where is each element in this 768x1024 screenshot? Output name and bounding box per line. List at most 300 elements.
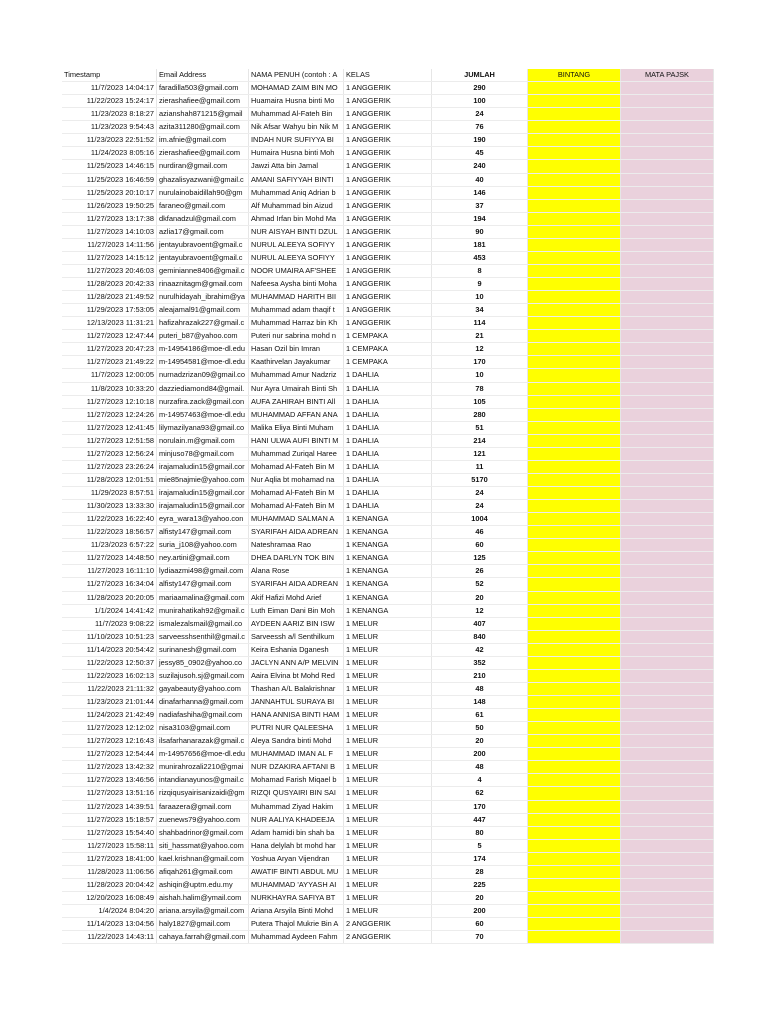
cell-class[interactable]: 1 MELUR <box>344 852 432 865</box>
cell-name[interactable]: MUHAMMAD AFFAN ANA <box>249 408 344 421</box>
cell-email[interactable]: hafizahrazak227@gmail.c <box>157 317 249 330</box>
cell-name[interactable]: Nur Ayra Umairah Binti Sh <box>249 382 344 395</box>
cell-name[interactable]: Keira Eshania Dganesh <box>249 643 344 656</box>
cell-timestamp[interactable]: 11/27/2023 15:54:40 <box>62 826 157 839</box>
cell-total[interactable]: 148 <box>432 696 528 709</box>
cell-total[interactable]: 20 <box>432 891 528 904</box>
cell-name[interactable]: Ariana Arsyila Binti Mohd <box>249 905 344 918</box>
cell-name[interactable]: Kaathirvelan Jayakumar <box>249 356 344 369</box>
cell-mata-pajsk[interactable] <box>621 800 714 813</box>
cell-mata-pajsk[interactable] <box>621 656 714 669</box>
cell-email[interactable]: mie85najmie@yahoo.com <box>157 473 249 486</box>
cell-mata-pajsk[interactable] <box>621 108 714 121</box>
cell-bintang[interactable] <box>528 160 621 173</box>
cell-class[interactable]: 1 MELUR <box>344 630 432 643</box>
cell-bintang[interactable] <box>528 826 621 839</box>
cell-mata-pajsk[interactable] <box>621 147 714 160</box>
cell-name[interactable]: NURKHAYRA SAFIYA BT <box>249 891 344 904</box>
cell-timestamp[interactable]: 11/27/2023 12:56:24 <box>62 447 157 460</box>
cell-bintang[interactable] <box>528 134 621 147</box>
cell-bintang[interactable] <box>528 774 621 787</box>
cell-class[interactable]: 1 CEMPAKA <box>344 356 432 369</box>
cell-mata-pajsk[interactable] <box>621 473 714 486</box>
cell-email[interactable]: nadiafashiha@gmail.com <box>157 709 249 722</box>
cell-class[interactable]: 1 MELUR <box>344 709 432 722</box>
cell-email[interactable]: puteri_b87@yahoo.com <box>157 330 249 343</box>
cell-name[interactable]: MUHAMMAD SALMAN A <box>249 513 344 526</box>
cell-mata-pajsk[interactable] <box>621 121 714 134</box>
cell-bintang[interactable] <box>528 669 621 682</box>
cell-name[interactable]: Adam hamidi bin shah ba <box>249 826 344 839</box>
cell-class[interactable]: 1 MELUR <box>344 682 432 695</box>
cell-mata-pajsk[interactable] <box>621 278 714 291</box>
cell-timestamp[interactable]: 11/7/2023 14:04:17 <box>62 82 157 95</box>
cell-mata-pajsk[interactable] <box>621 865 714 878</box>
header-mata-pajsk[interactable]: MATA PAJSK <box>621 69 714 82</box>
cell-mata-pajsk[interactable] <box>621 369 714 382</box>
cell-total[interactable]: 48 <box>432 761 528 774</box>
cell-total[interactable]: 114 <box>432 317 528 330</box>
cell-timestamp[interactable]: 11/28/2023 21:49:52 <box>62 291 157 304</box>
cell-bintang[interactable] <box>528 761 621 774</box>
cell-timestamp[interactable]: 11/27/2023 18:41:00 <box>62 852 157 865</box>
cell-mata-pajsk[interactable] <box>621 565 714 578</box>
cell-email[interactable]: gayabeauty@yahoo.com <box>157 682 249 695</box>
cell-name[interactable]: Alf Muhammad bin Aizud <box>249 199 344 212</box>
cell-email[interactable]: zierashafiee@gmail.com <box>157 147 249 160</box>
cell-timestamp[interactable]: 11/23/2023 9:54:43 <box>62 121 157 134</box>
cell-bintang[interactable] <box>528 630 621 643</box>
cell-email[interactable]: ney.artini@gmail.com <box>157 552 249 565</box>
cell-email[interactable]: lilymazilyana93@gmail.co <box>157 421 249 434</box>
cell-email[interactable]: eyra_wara13@yahoo.con <box>157 513 249 526</box>
cell-mata-pajsk[interactable] <box>621 382 714 395</box>
cell-bintang[interactable] <box>528 852 621 865</box>
cell-class[interactable]: 1 DAHLIA <box>344 473 432 486</box>
header-email[interactable]: Email Address <box>157 69 249 82</box>
cell-name[interactable]: RIZQI QUSYAIRI BIN SAI <box>249 787 344 800</box>
cell-total[interactable]: 50 <box>432 722 528 735</box>
header-total[interactable]: JUMLAH <box>432 69 528 82</box>
cell-mata-pajsk[interactable] <box>621 696 714 709</box>
cell-mata-pajsk[interactable] <box>621 539 714 552</box>
cell-email[interactable]: m-14954581@moe-dl.edu <box>157 356 249 369</box>
cell-class[interactable]: 1 MELUR <box>344 787 432 800</box>
cell-email[interactable]: zierashafiee@gmail.com <box>157 95 249 108</box>
cell-class[interactable]: 1 DAHLIA <box>344 421 432 434</box>
cell-class[interactable]: 1 DAHLIA <box>344 487 432 500</box>
cell-total[interactable]: 280 <box>432 408 528 421</box>
cell-mata-pajsk[interactable] <box>621 460 714 473</box>
cell-timestamp[interactable]: 11/30/2023 13:33:30 <box>62 500 157 513</box>
cell-bintang[interactable] <box>528 460 621 473</box>
cell-name[interactable]: Sarveessh a/l Senthilkum <box>249 630 344 643</box>
cell-bintang[interactable] <box>528 604 621 617</box>
cell-email[interactable]: m-14954186@moe-dl.edu <box>157 343 249 356</box>
cell-mata-pajsk[interactable] <box>621 682 714 695</box>
cell-total[interactable]: 24 <box>432 500 528 513</box>
cell-email[interactable]: surinanesh@gmail.com <box>157 643 249 656</box>
cell-total[interactable]: 352 <box>432 656 528 669</box>
cell-timestamp[interactable]: 11/27/2023 12:24:26 <box>62 408 157 421</box>
cell-bintang[interactable] <box>528 787 621 800</box>
cell-timestamp[interactable]: 11/27/2023 12:41:45 <box>62 421 157 434</box>
cell-total[interactable]: 90 <box>432 225 528 238</box>
cell-email[interactable]: dinafarhanna@gmail.com <box>157 696 249 709</box>
cell-mata-pajsk[interactable] <box>621 264 714 277</box>
cell-mata-pajsk[interactable] <box>621 630 714 643</box>
cell-mata-pajsk[interactable] <box>621 304 714 317</box>
cell-class[interactable]: 1 ANGGERIK <box>344 134 432 147</box>
cell-mata-pajsk[interactable] <box>621 787 714 800</box>
cell-email[interactable]: zuenews79@yahoo.com <box>157 813 249 826</box>
cell-email[interactable]: irajamaludin15@gmail.cor <box>157 460 249 473</box>
cell-email[interactable]: nisa3103@gmail.com <box>157 722 249 735</box>
cell-mata-pajsk[interactable] <box>621 487 714 500</box>
cell-class[interactable]: 1 KENANGA <box>344 526 432 539</box>
cell-timestamp[interactable]: 11/27/2023 14:15:12 <box>62 251 157 264</box>
cell-name[interactable]: Mohamad Farish Miqael b <box>249 774 344 787</box>
cell-timestamp[interactable]: 11/23/2023 6:57:22 <box>62 539 157 552</box>
cell-timestamp[interactable]: 11/22/2023 12:50:37 <box>62 656 157 669</box>
cell-total[interactable]: 60 <box>432 539 528 552</box>
cell-name[interactable]: AUFA ZAHIRAH BINTI All <box>249 395 344 408</box>
cell-mata-pajsk[interactable] <box>621 852 714 865</box>
cell-class[interactable]: 1 MELUR <box>344 722 432 735</box>
cell-bintang[interactable] <box>528 447 621 460</box>
cell-class[interactable]: 1 DAHLIA <box>344 408 432 421</box>
cell-timestamp[interactable]: 11/7/2023 9:08:22 <box>62 617 157 630</box>
cell-total[interactable]: 146 <box>432 186 528 199</box>
cell-bintang[interactable] <box>528 591 621 604</box>
cell-bintang[interactable] <box>528 408 621 421</box>
cell-mata-pajsk[interactable] <box>621 317 714 330</box>
cell-email[interactable]: faradilla503@gmail.com <box>157 82 249 95</box>
cell-timestamp[interactable]: 11/27/2023 21:49:22 <box>62 356 157 369</box>
cell-mata-pajsk[interactable] <box>621 447 714 460</box>
cell-total[interactable]: 447 <box>432 813 528 826</box>
cell-class[interactable]: 1 ANGGERIK <box>344 173 432 186</box>
cell-mata-pajsk[interactable] <box>621 291 714 304</box>
cell-bintang[interactable] <box>528 526 621 539</box>
cell-class[interactable]: 1 DAHLIA <box>344 500 432 513</box>
cell-total[interactable]: 11 <box>432 460 528 473</box>
cell-total[interactable]: 10 <box>432 291 528 304</box>
cell-class[interactable]: 1 ANGGERIK <box>344 186 432 199</box>
cell-name[interactable]: Muhammad Aniq Adrian b <box>249 186 344 199</box>
cell-class[interactable]: 1 KENANGA <box>344 513 432 526</box>
cell-bintang[interactable] <box>528 147 621 160</box>
cell-bintang[interactable] <box>528 395 621 408</box>
cell-total[interactable]: 10 <box>432 369 528 382</box>
cell-mata-pajsk[interactable] <box>621 500 714 513</box>
cell-name[interactable]: Muhammad adam thaqif t <box>249 304 344 317</box>
cell-total[interactable]: 200 <box>432 905 528 918</box>
cell-total[interactable]: 76 <box>432 121 528 134</box>
cell-class[interactable]: 1 ANGGERIK <box>344 82 432 95</box>
cell-class[interactable]: 1 ANGGERIK <box>344 225 432 238</box>
cell-timestamp[interactable]: 11/27/2023 13:51:16 <box>62 787 157 800</box>
cell-email[interactable]: alfisty147@gmail.com <box>157 578 249 591</box>
cell-email[interactable]: aishah.halim@ymail.com <box>157 891 249 904</box>
cell-timestamp[interactable]: 11/27/2023 20:47:23 <box>62 343 157 356</box>
cell-total[interactable]: 225 <box>432 878 528 891</box>
cell-total[interactable]: 51 <box>432 421 528 434</box>
cell-total[interactable]: 121 <box>432 447 528 460</box>
cell-mata-pajsk[interactable] <box>621 238 714 251</box>
cell-timestamp[interactable]: 1/1/2024 14:41:42 <box>62 604 157 617</box>
cell-timestamp[interactable]: 11/22/2023 15:24:17 <box>62 95 157 108</box>
cell-class[interactable]: 1 MELUR <box>344 617 432 630</box>
cell-name[interactable]: Nafeesa Aysha binti Moha <box>249 278 344 291</box>
cell-total[interactable]: 40 <box>432 173 528 186</box>
cell-class[interactable]: 1 MELUR <box>344 839 432 852</box>
cell-timestamp[interactable]: 11/27/2023 14:11:56 <box>62 238 157 251</box>
cell-bintang[interactable] <box>528 304 621 317</box>
cell-class[interactable]: 1 MELUR <box>344 774 432 787</box>
cell-name[interactable]: Nateshramaa Rao <box>249 539 344 552</box>
cell-name[interactable]: HANA ANNISA BINTI HAM <box>249 709 344 722</box>
cell-timestamp[interactable]: 11/28/2023 20:20:05 <box>62 591 157 604</box>
cell-mata-pajsk[interactable] <box>621 82 714 95</box>
cell-timestamp[interactable]: 11/14/2023 13:04:56 <box>62 918 157 931</box>
cell-timestamp[interactable]: 11/25/2023 16:46:59 <box>62 173 157 186</box>
cell-name[interactable]: Mohamad Al-Fateh Bin M <box>249 487 344 500</box>
cell-class[interactable]: 1 ANGGERIK <box>344 212 432 225</box>
cell-email[interactable]: faraazera@gmail.com <box>157 800 249 813</box>
cell-mata-pajsk[interactable] <box>621 186 714 199</box>
cell-name[interactable]: Yoshua Aryan Vijendran <box>249 852 344 865</box>
cell-email[interactable]: dazziediamond84@gmail. <box>157 382 249 395</box>
cell-bintang[interactable] <box>528 317 621 330</box>
cell-mata-pajsk[interactable] <box>621 395 714 408</box>
cell-class[interactable]: 1 MELUR <box>344 813 432 826</box>
cell-mata-pajsk[interactable] <box>621 408 714 421</box>
cell-timestamp[interactable]: 12/13/2023 11:31:21 <box>62 317 157 330</box>
cell-class[interactable]: 1 MELUR <box>344 905 432 918</box>
cell-bintang[interactable] <box>528 735 621 748</box>
cell-timestamp[interactable]: 11/29/2023 17:53:05 <box>62 304 157 317</box>
cell-class[interactable]: 1 CEMPAKA <box>344 330 432 343</box>
cell-bintang[interactable] <box>528 186 621 199</box>
cell-total[interactable]: 5 <box>432 839 528 852</box>
cell-class[interactable]: 1 CEMPAKA <box>344 343 432 356</box>
cell-name[interactable]: AMANI SAFIYYAH BINTI <box>249 173 344 186</box>
cell-mata-pajsk[interactable] <box>621 891 714 904</box>
cell-timestamp[interactable]: 11/25/2023 20:10:17 <box>62 186 157 199</box>
cell-bintang[interactable] <box>528 565 621 578</box>
cell-email[interactable]: ismalezalsmail@gmail.co <box>157 617 249 630</box>
cell-email[interactable]: suzilajusoh.sj@gmail.com <box>157 669 249 682</box>
cell-timestamp[interactable]: 11/24/2023 8:05:16 <box>62 147 157 160</box>
cell-bintang[interactable] <box>528 839 621 852</box>
cell-email[interactable]: suria_j108@yahoo.com <box>157 539 249 552</box>
cell-mata-pajsk[interactable] <box>621 421 714 434</box>
cell-email[interactable]: afiqah261@gmail.com <box>157 865 249 878</box>
cell-class[interactable]: 1 ANGGERIK <box>344 238 432 251</box>
cell-total[interactable]: 61 <box>432 709 528 722</box>
cell-name[interactable]: SYARIFAH AIDA ADREAN <box>249 578 344 591</box>
cell-timestamp[interactable]: 11/27/2023 12:47:44 <box>62 330 157 343</box>
cell-class[interactable]: 1 DAHLIA <box>344 382 432 395</box>
cell-name[interactable]: MUHAMMAD HARITH BII <box>249 291 344 304</box>
cell-class[interactable]: 1 ANGGERIK <box>344 278 432 291</box>
cell-name[interactable]: Malika Eliya Binti Muham <box>249 421 344 434</box>
cell-name[interactable]: Luth Eiman Dani Bin Moh <box>249 604 344 617</box>
cell-class[interactable]: 1 ANGGERIK <box>344 251 432 264</box>
cell-name[interactable]: MUHAMMAD IMAN AL F <box>249 748 344 761</box>
cell-bintang[interactable] <box>528 656 621 669</box>
cell-mata-pajsk[interactable] <box>621 839 714 852</box>
cell-email[interactable]: azita311280@gmail.com <box>157 121 249 134</box>
cell-name[interactable]: Huamaira Husna binti Mo <box>249 95 344 108</box>
cell-bintang[interactable] <box>528 617 621 630</box>
cell-mata-pajsk[interactable] <box>621 722 714 735</box>
cell-total[interactable]: 46 <box>432 526 528 539</box>
cell-total[interactable]: 170 <box>432 800 528 813</box>
cell-timestamp[interactable]: 11/27/2023 13:46:56 <box>62 774 157 787</box>
cell-class[interactable]: 1 MELUR <box>344 643 432 656</box>
cell-email[interactable]: jessy85_0902@yahoo.co <box>157 656 249 669</box>
cell-total[interactable]: 20 <box>432 591 528 604</box>
cell-class[interactable]: 1 ANGGERIK <box>344 147 432 160</box>
cell-bintang[interactable] <box>528 121 621 134</box>
cell-bintang[interactable] <box>528 225 621 238</box>
cell-mata-pajsk[interactable] <box>621 931 714 944</box>
cell-email[interactable]: ariana.arsyila@gmail.com <box>157 905 249 918</box>
cell-total[interactable]: 8 <box>432 264 528 277</box>
cell-bintang[interactable] <box>528 473 621 486</box>
cell-timestamp[interactable]: 11/22/2023 16:22:40 <box>62 513 157 526</box>
cell-class[interactable]: 1 KENANGA <box>344 565 432 578</box>
cell-total[interactable]: 174 <box>432 852 528 865</box>
cell-name[interactable]: JANNAHTUL SURAYA BI <box>249 696 344 709</box>
cell-bintang[interactable] <box>528 199 621 212</box>
cell-class[interactable]: 1 MELUR <box>344 735 432 748</box>
cell-email[interactable]: ghazalisyazwani@gmail.c <box>157 173 249 186</box>
cell-mata-pajsk[interactable] <box>621 513 714 526</box>
cell-timestamp[interactable]: 11/24/2023 21:42:49 <box>62 709 157 722</box>
cell-name[interactable]: Mohamad Al-Fateh Bin M <box>249 500 344 513</box>
cell-class[interactable]: 1 ANGGERIK <box>344 317 432 330</box>
cell-name[interactable]: NUR AISYAH BINTI DZUL <box>249 225 344 238</box>
cell-name[interactable]: PUTRI NUR QALEESHA <box>249 722 344 735</box>
cell-timestamp[interactable]: 11/27/2023 14:48:50 <box>62 552 157 565</box>
cell-email[interactable]: m-14957656@moe-dl.edu <box>157 748 249 761</box>
cell-bintang[interactable] <box>528 748 621 761</box>
cell-email[interactable]: geminianne8406@gmail.c <box>157 264 249 277</box>
cell-bintang[interactable] <box>528 356 621 369</box>
cell-email[interactable]: lydiaazmi498@gmail.com <box>157 565 249 578</box>
cell-name[interactable]: Putera Thajol Mukrie Bin A <box>249 918 344 931</box>
cell-mata-pajsk[interactable] <box>621 212 714 225</box>
cell-mata-pajsk[interactable] <box>621 669 714 682</box>
cell-email[interactable]: azlia17@gmail.com <box>157 225 249 238</box>
cell-bintang[interactable] <box>528 722 621 735</box>
cell-class[interactable]: 1 KENANGA <box>344 539 432 552</box>
cell-timestamp[interactable]: 11/7/2023 12:00:05 <box>62 369 157 382</box>
cell-name[interactable]: Muhammad Zuriqal Haree <box>249 447 344 460</box>
cell-name[interactable]: Muhammad Amur Nadzriz <box>249 369 344 382</box>
cell-total[interactable]: 190 <box>432 134 528 147</box>
cell-name[interactable]: Nur Aqlia bt mohamad na <box>249 473 344 486</box>
cell-mata-pajsk[interactable] <box>621 774 714 787</box>
cell-total[interactable]: 200 <box>432 748 528 761</box>
cell-class[interactable]: 1 DAHLIA <box>344 460 432 473</box>
cell-bintang[interactable] <box>528 369 621 382</box>
cell-bintang[interactable] <box>528 500 621 513</box>
cell-total[interactable]: 100 <box>432 95 528 108</box>
cell-timestamp[interactable]: 11/23/2023 21:01:44 <box>62 696 157 709</box>
cell-total[interactable]: 105 <box>432 395 528 408</box>
cell-timestamp[interactable]: 11/22/2023 21:11:32 <box>62 682 157 695</box>
cell-total[interactable]: 48 <box>432 682 528 695</box>
cell-bintang[interactable] <box>528 108 621 121</box>
cell-timestamp[interactable]: 11/27/2023 12:51:58 <box>62 434 157 447</box>
header-bintang[interactable]: BINTANG <box>528 69 621 82</box>
cell-total[interactable]: 12 <box>432 604 528 617</box>
cell-class[interactable]: 1 ANGGERIK <box>344 160 432 173</box>
cell-email[interactable]: m-14957463@moe-dl.edu <box>157 408 249 421</box>
cell-email[interactable]: azianshah871215@gmail <box>157 108 249 121</box>
cell-bintang[interactable] <box>528 173 621 186</box>
cell-total[interactable]: 9 <box>432 278 528 291</box>
cell-class[interactable]: 1 MELUR <box>344 696 432 709</box>
cell-total[interactable]: 24 <box>432 487 528 500</box>
cell-total[interactable]: 210 <box>432 669 528 682</box>
cell-class[interactable]: 1 KENANGA <box>344 591 432 604</box>
cell-bintang[interactable] <box>528 330 621 343</box>
cell-total[interactable]: 194 <box>432 212 528 225</box>
cell-timestamp[interactable]: 11/27/2023 23:26:24 <box>62 460 157 473</box>
cell-bintang[interactable] <box>528 643 621 656</box>
header-name[interactable]: NAMA PENUH (contoh : A <box>249 69 344 82</box>
cell-total[interactable]: 20 <box>432 735 528 748</box>
cell-timestamp[interactable]: 11/22/2023 18:56:57 <box>62 526 157 539</box>
cell-total[interactable]: 60 <box>432 918 528 931</box>
cell-mata-pajsk[interactable] <box>621 761 714 774</box>
cell-email[interactable]: jentayubravoent@gmail.c <box>157 251 249 264</box>
cell-email[interactable]: sarveesshsenthil@gmail.c <box>157 630 249 643</box>
cell-mata-pajsk[interactable] <box>621 173 714 186</box>
cell-bintang[interactable] <box>528 696 621 709</box>
cell-email[interactable]: minjuso78@gmail.com <box>157 447 249 460</box>
cell-name[interactable]: JACLYN ANN A/P MELVIN <box>249 656 344 669</box>
cell-total[interactable]: 52 <box>432 578 528 591</box>
cell-email[interactable]: irajamaludin15@gmail.cor <box>157 487 249 500</box>
cell-mata-pajsk[interactable] <box>621 160 714 173</box>
cell-email[interactable]: ilsafarhanarazak@gmail.c <box>157 735 249 748</box>
cell-bintang[interactable] <box>528 552 621 565</box>
cell-email[interactable]: cahaya.farrah@gmail.com <box>157 931 249 944</box>
cell-total[interactable]: 42 <box>432 643 528 656</box>
cell-mata-pajsk[interactable] <box>621 526 714 539</box>
header-class[interactable]: KELAS <box>344 69 432 82</box>
cell-timestamp[interactable]: 1/4/2024 8:04:20 <box>62 905 157 918</box>
cell-bintang[interactable] <box>528 291 621 304</box>
cell-mata-pajsk[interactable] <box>621 434 714 447</box>
cell-name[interactable]: INDAH NUR SUFIYYA BI <box>249 134 344 147</box>
cell-total[interactable]: 62 <box>432 787 528 800</box>
cell-timestamp[interactable]: 11/27/2023 13:42:32 <box>62 761 157 774</box>
cell-mata-pajsk[interactable] <box>621 643 714 656</box>
cell-total[interactable]: 214 <box>432 434 528 447</box>
cell-mata-pajsk[interactable] <box>621 552 714 565</box>
cell-mata-pajsk[interactable] <box>621 578 714 591</box>
cell-timestamp[interactable]: 11/26/2023 19:50:25 <box>62 199 157 212</box>
cell-name[interactable]: Akif Hafizi Mohd Arief <box>249 591 344 604</box>
cell-timestamp[interactable]: 11/27/2023 12:12:02 <box>62 722 157 735</box>
